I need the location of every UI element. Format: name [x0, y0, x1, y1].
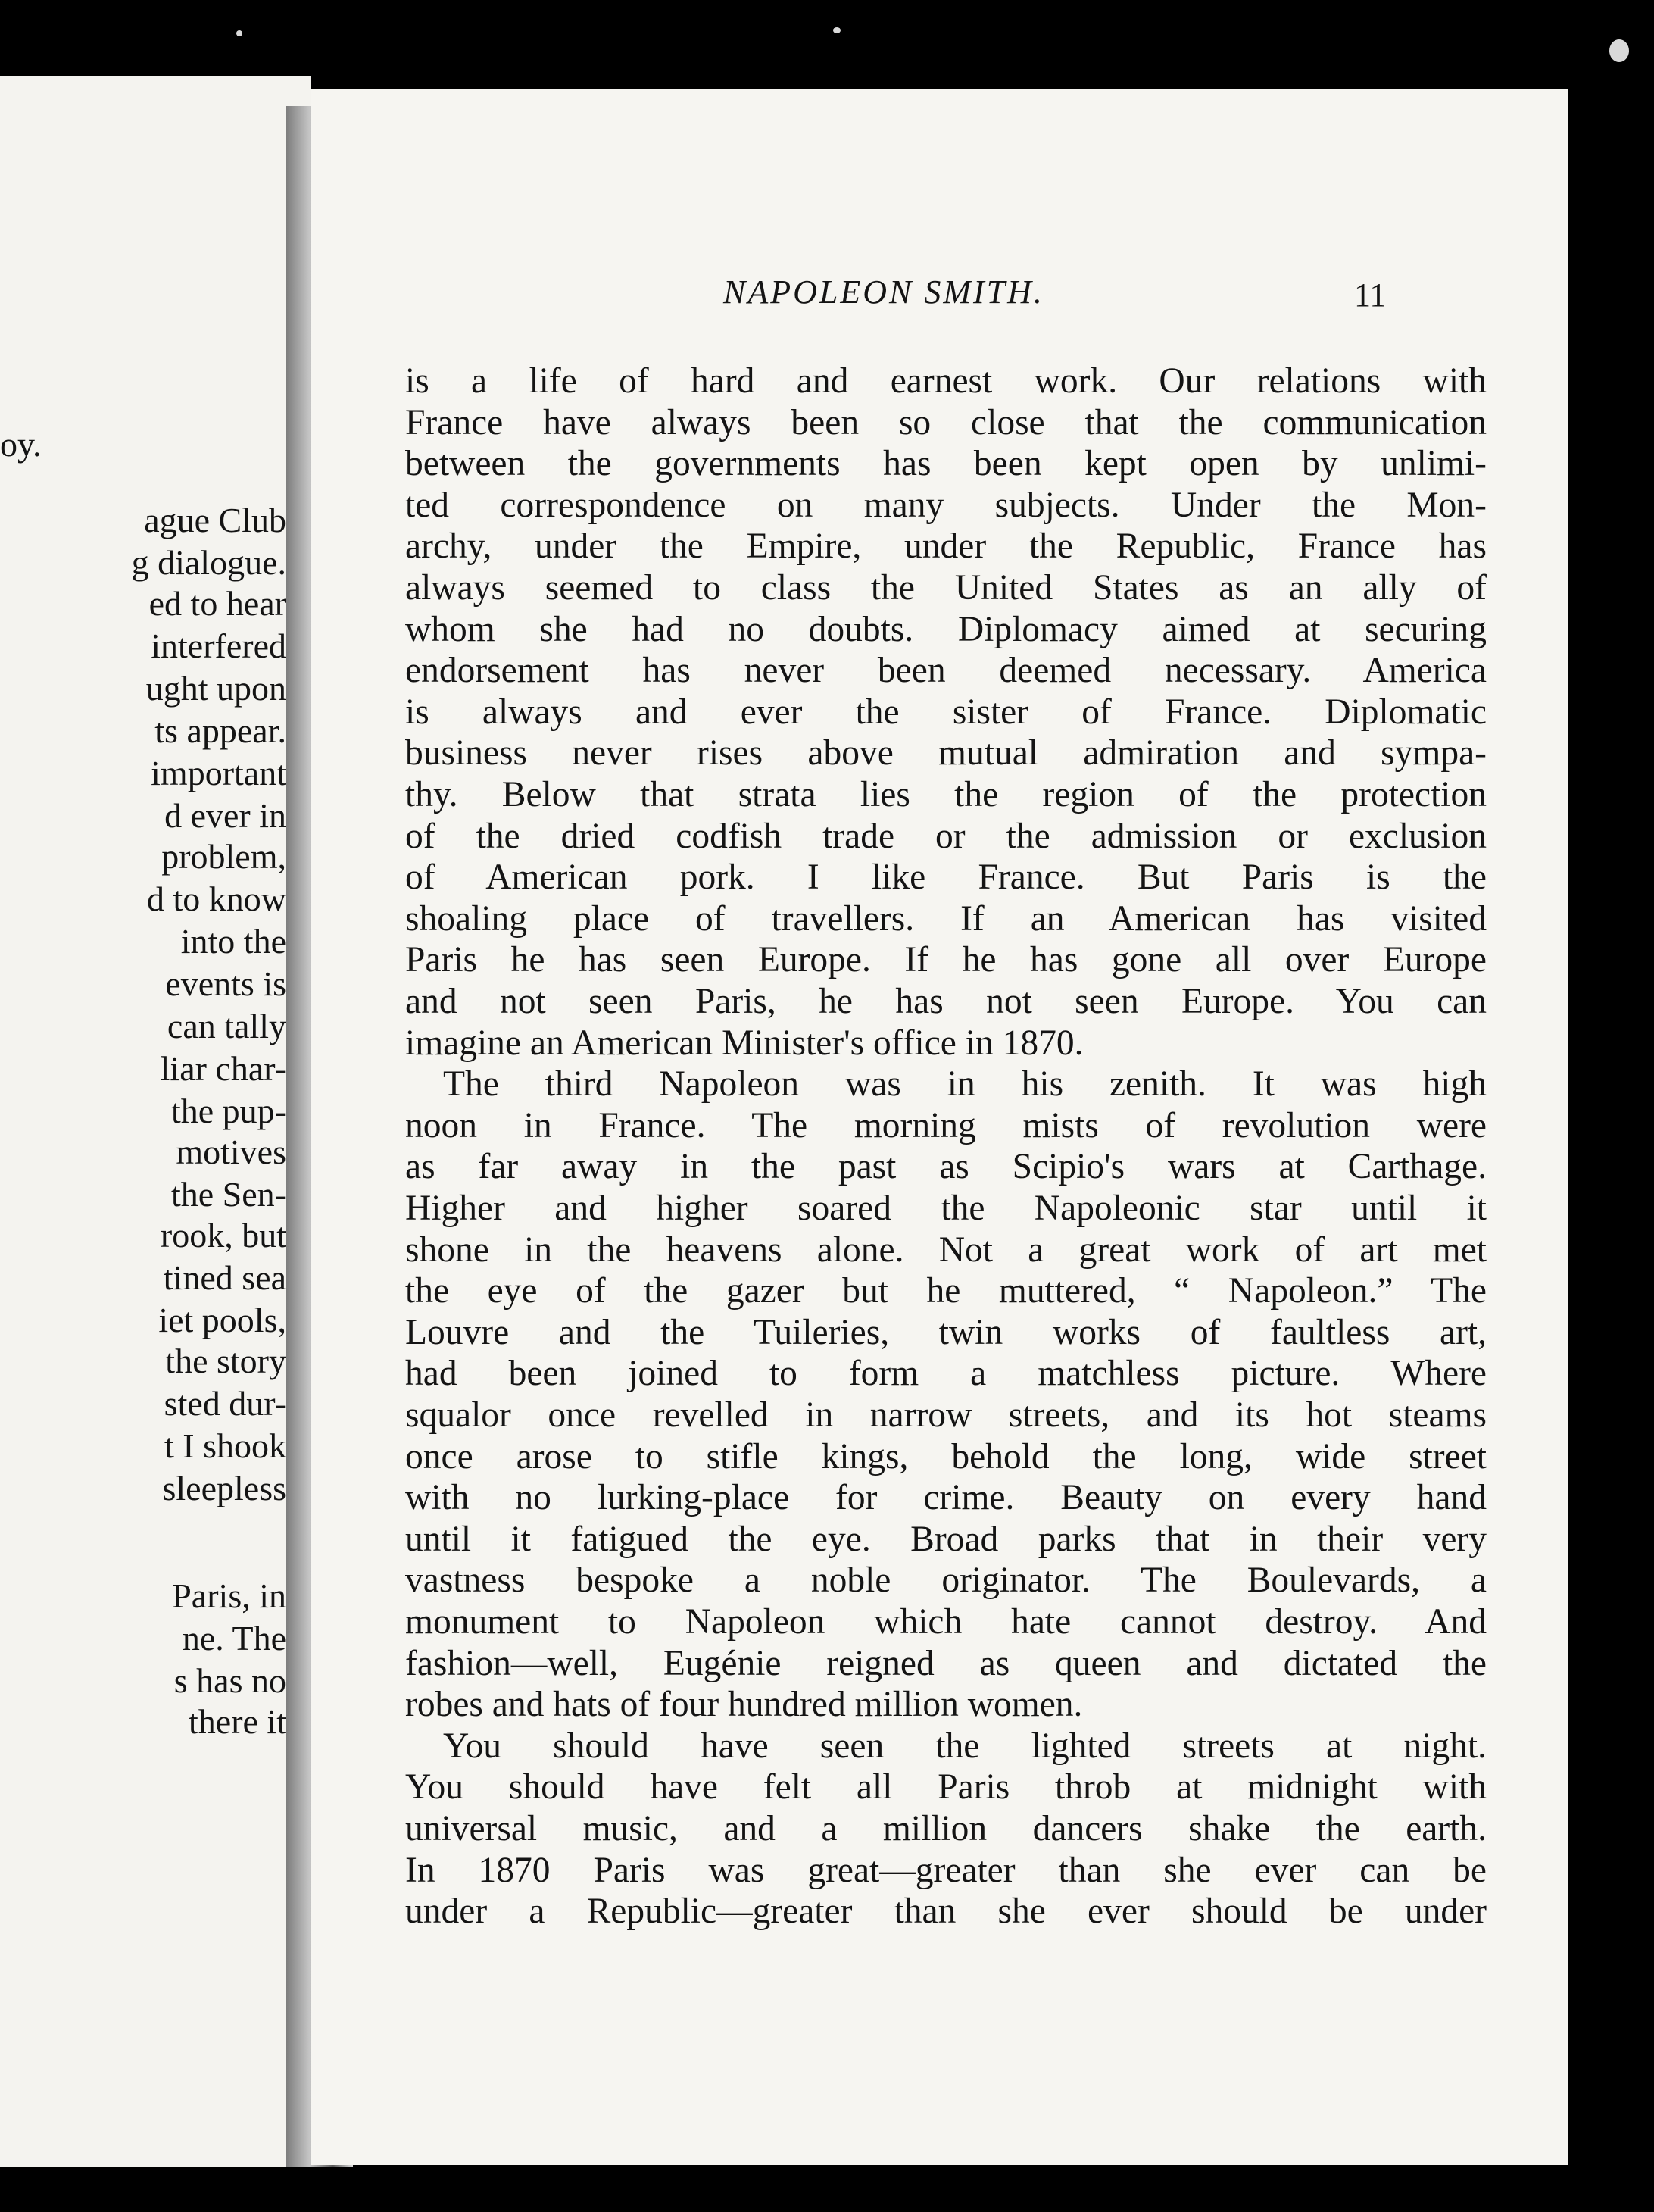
left-page-fragment: motives [176, 1133, 286, 1171]
body-text-line: ted correspondence on many subjects. Under the Mon- [405, 485, 1487, 525]
left-page-fragment: into the [180, 922, 286, 961]
left-page-fragment: liar char- [160, 1049, 286, 1088]
scan-speck [1609, 39, 1629, 62]
body-text-line: of the dried codfish trade or the admission or exclusion [405, 816, 1487, 856]
body-text-line: Higher and higher soared the Napoleonic star until it [405, 1189, 1487, 1228]
left-page-fragment: tined sea [163, 1258, 286, 1297]
left-page-fragment: events is [165, 964, 286, 1003]
left-page-fragment: there it [189, 1702, 286, 1741]
left-page-fragment: d to know [147, 879, 286, 918]
left-page-fragment: Paris, in [172, 1576, 286, 1615]
body-text-line: You should have felt all Paris throb at midnight with [405, 1767, 1487, 1807]
body-text-line: squalor once revelled in narrow streets, and its hot steams [405, 1395, 1487, 1435]
body-text-line: France have always been so close that the communication [405, 402, 1487, 442]
page-number: 11 [1354, 276, 1387, 314]
left-page-fragment: s has no [173, 1661, 286, 1700]
left-page-fragment: ne. The [182, 1619, 286, 1657]
body-text-line: shoaling place of travellers. If an American has visited [405, 898, 1487, 939]
body-text-line: business never rises above mutual admiration and sympa- [405, 733, 1487, 773]
body-text-line: In 1870 Paris was great—greater than she ever can be [405, 1850, 1487, 1890]
body-text-line: always seemed to class the United States as an ally of [405, 568, 1487, 608]
body-text-line: Louvre and the Tuileries, twin works of faultless art, [405, 1312, 1487, 1352]
body-text-line: until it fatigued the eye. Broad parks that in their very [405, 1519, 1487, 1559]
left-page-fragment: ed to hear [148, 584, 286, 623]
running-head: NAPOLEON SMITH. [723, 273, 1044, 311]
body-text-line: The third Napoleon was in his zenith. It was high [443, 1064, 1487, 1104]
left-page-fragment: ught upon [145, 669, 286, 708]
body-text-line: had been joined to form a matchless picture. Where [405, 1354, 1487, 1394]
scan-speck [833, 27, 841, 33]
scan-speck [236, 30, 242, 36]
body-text-line: monument to Napoleon which hate cannot destroy. And [405, 1602, 1487, 1642]
body-text-line: endorsement has never been deemed necessary. America [405, 651, 1487, 691]
left-page-fragment: sleepless [162, 1469, 286, 1507]
left-page-fragment: problem, [161, 837, 286, 876]
body-text-line: and not seen Paris, he has not seen Europe. You can [405, 982, 1487, 1021]
body-text-line: imagine an American Minister's office in 1870. [405, 1023, 1084, 1063]
left-page-fragment: t I shook [164, 1426, 286, 1465]
body-text-line: Paris he has seen Europe. If he has gone all over Europe [405, 940, 1487, 980]
left-page-fragment: ague Club [144, 501, 286, 539]
left-page-fragment: d ever in [164, 796, 286, 835]
left-page-fragment: ts appear. [154, 711, 286, 750]
body-text-line: robes and hats of four hundred million women. [405, 1685, 1083, 1725]
left-page-fragment: sted dur- [164, 1384, 286, 1423]
body-text-line: as far away in the past as Scipio's wars at Carthage. [405, 1147, 1487, 1187]
body-text-line: universal music, and a million dancers shake the earth. [405, 1809, 1487, 1848]
body-text-line: once arose to stifle kings, behold the long, wide street [405, 1436, 1487, 1476]
body-text-line: of American pork. I like France. But Paris is the [405, 858, 1487, 898]
left-page-fragment: the story [165, 1342, 286, 1380]
left-page-fragment: oy. [0, 425, 42, 464]
body-text-line: archy, under the Empire, under the Republic, France has [405, 526, 1487, 567]
body-text-line: vastness bespoke a noble originator. The Boulevards, a [405, 1561, 1487, 1601]
left-page-fragment: rook, but [160, 1216, 286, 1254]
body-text-line: is a life of hard and earnest work. Our relations with [405, 361, 1487, 401]
body-text-line: fashion—well, Eugénie reigned as queen and dictated the [405, 1643, 1487, 1683]
body-text-line: thy. Below that strata lies the region of the protection [405, 775, 1487, 814]
left-page-fragment: can tally [167, 1007, 286, 1045]
body-text-line: between the governments has been kept open by unlimi- [405, 444, 1487, 484]
body-text-line: with no lurking-place for crime. Beauty on every hand [405, 1478, 1487, 1518]
body-text-line: You should have seen the lighted streets at night. [443, 1726, 1487, 1766]
left-page-fragment: important [151, 754, 286, 792]
left-page-fragment: the pup- [170, 1092, 286, 1130]
body-text-line: shone in the heavens alone. Not a great work of art met [405, 1229, 1487, 1270]
left-page-fragment: interfered [151, 626, 286, 665]
body-text-line: under a Republic—greater than she ever should be under [405, 1892, 1487, 1932]
body-text-line: is always and ever the sister of France. Diplomatic [405, 692, 1487, 732]
left-page-fragment: g dialogue. [131, 543, 286, 582]
left-page-fragment: iet pools, [158, 1301, 286, 1339]
left-page-fragment: the Sen- [170, 1175, 286, 1214]
body-text-line: noon in France. The morning mists of revolution were [405, 1105, 1487, 1145]
body-text-line: whom she had no doubts. Diplomacy aimed at securing [405, 609, 1487, 649]
body-text-line: the eye of the gazer but he muttered, “ Napoleon.” The [405, 1271, 1487, 1311]
